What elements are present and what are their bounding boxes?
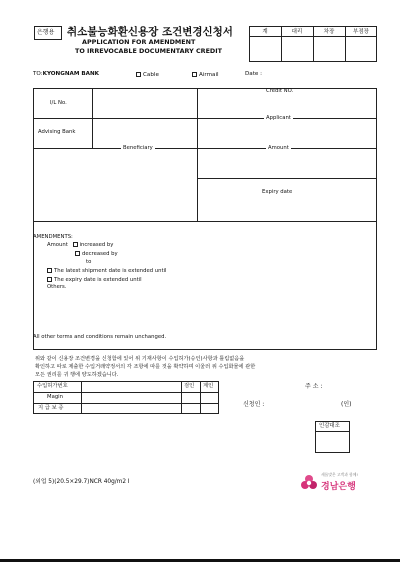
- expiry-checkbox[interactable]: [47, 277, 52, 282]
- cable-checkbox[interactable]: [136, 72, 141, 77]
- airmail-checkbox[interactable]: [192, 72, 197, 77]
- title-english-line1: APPLICATION FOR AMENDMENT: [82, 38, 196, 46]
- airmail-option[interactable]: [192, 72, 219, 79]
- applicant-label: Applicant: [266, 115, 291, 121]
- expiry-date-field[interactable]: [198, 198, 376, 220]
- lc-no-label: I/L No.: [50, 100, 67, 106]
- amendment-to-label: to: [86, 259, 92, 265]
- advising-bank-label: Advising Bank: [38, 129, 76, 135]
- cable-label: Cable: [143, 72, 159, 78]
- seal-label: (인): [341, 401, 352, 408]
- form-code: (외업 5)(20.5×29.7)NCR 40g/m2 I: [33, 479, 130, 485]
- applicant-signature-label: 신청인 :: [243, 401, 265, 408]
- applicant-field[interactable]: [198, 124, 376, 147]
- fee-row-guarantee: 지 급 보 증: [38, 405, 64, 411]
- fee-col-import-permit: 수입허가번호: [37, 383, 68, 389]
- address-label: 주 소 :: [305, 383, 323, 390]
- beneficiary-label: Beneficiary: [123, 145, 153, 151]
- approval-header-deputy: 대리: [291, 29, 303, 35]
- increased-checkbox[interactable]: [73, 242, 78, 247]
- decreased-checkbox[interactable]: [75, 251, 80, 256]
- declaration-line1: 위와 같이 신용장 조건변경을 신청함에 있어 위 기재사항이 수입허가(승인)사항과 틀림없음을: [35, 356, 245, 362]
- declaration-line3: 모든 권리를 귀 행에 양도하겠습니다.: [35, 372, 119, 378]
- amount-label: Amount: [268, 145, 289, 151]
- title-korean: 취소불능화환신용장 조건변경신청서: [67, 26, 233, 38]
- shipment-checkbox[interactable]: [47, 268, 52, 273]
- bank-use-label: 은행용: [37, 29, 55, 36]
- seal-verification-label: 인감대조: [319, 423, 340, 429]
- decreased-label: decreased by: [82, 251, 118, 257]
- bank-slogan: 새롭맞은 고객과 함께!: [321, 472, 358, 477]
- bank-logo: [300, 471, 370, 495]
- remain-unchanged-text: All other terms and conditions remain unchanged.: [33, 334, 167, 340]
- amendments-title: AMENDMENTS:: [33, 234, 73, 240]
- amendment-expiry-row: [47, 277, 142, 283]
- title-english-line2: TO IRREVOCABLE DOCUMENTARY CREDIT: [75, 47, 222, 55]
- lc-no-field[interactable]: [94, 90, 196, 117]
- amendment-amount-label: Amount: [47, 242, 68, 248]
- fee-row-margin: Magin: [47, 394, 64, 400]
- fee-col-inspection: 검인: [184, 383, 195, 389]
- bank-logo-icon: [300, 474, 318, 492]
- expiry-date-label: Expiry date: [262, 189, 293, 195]
- beneficiary-field[interactable]: [35, 154, 195, 220]
- date-label: Date :: [245, 71, 263, 77]
- shipment-label: The latest shipment date is extended until: [54, 268, 167, 274]
- amount-field[interactable]: [198, 154, 376, 177]
- credit-no-field[interactable]: [198, 96, 376, 117]
- credit-no-label: Credit NO.: [266, 88, 294, 94]
- amendment-shipment-row: [47, 268, 167, 274]
- to-bank-name: KYONGNAM BANK: [42, 71, 99, 77]
- cable-option[interactable]: [136, 72, 159, 79]
- to-line: [33, 72, 99, 78]
- page-bottom-rule: [0, 559, 400, 562]
- airmail-label: Airmail: [199, 72, 219, 78]
- approval-header-staff: 계: [262, 29, 268, 35]
- approval-header-branch-head: 부점장: [353, 29, 369, 35]
- to-label: TO:: [33, 71, 43, 77]
- amendment-decreased-row: [75, 251, 118, 257]
- amendment-amount-row: [47, 242, 113, 248]
- bank-logo-text: 경남은행: [321, 482, 356, 492]
- amendment-others-label: Others.: [47, 284, 67, 290]
- approval-header-manager: 차장: [323, 29, 335, 35]
- increased-label: increased by: [79, 242, 114, 248]
- declaration-line2: 확인하고 따로 제출한 수입거래약정서의 각 조항에 따를 것을 확약하며 이울러 위 수입화물에 관한: [35, 364, 256, 370]
- fee-col-confirmation: 계인: [203, 383, 214, 389]
- expiry-label: The expiry date is extended until: [54, 277, 142, 283]
- advising-bank-field[interactable]: [94, 120, 196, 147]
